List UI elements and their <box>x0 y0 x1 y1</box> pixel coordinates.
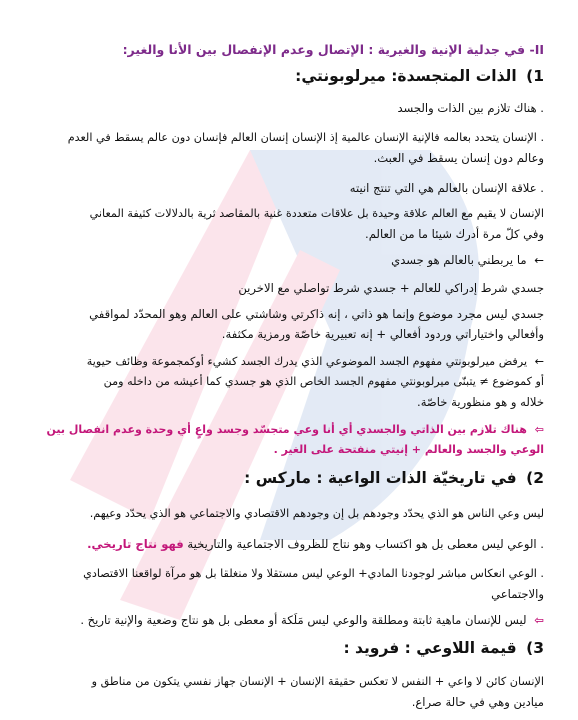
section-3-heading <box>32 638 544 658</box>
left-arrow-icon: ← <box>534 355 544 368</box>
left-outline-arrow-icon: ⇦ <box>534 613 544 627</box>
section-2-heading <box>32 468 544 488</box>
section-1-title: الذات المتجسدة: ميرلوبونتي: <box>295 67 517 85</box>
main-heading-numeral: II- <box>529 42 544 57</box>
section-1-conclusion-line-2: الوعي والجسد والعالم + إنيتي منفتحة على الغير . <box>273 443 544 456</box>
section-1-conclusion-line-1 <box>32 420 544 440</box>
s1-line-4: . علاقة الإنسان بالعالم هي التي تنتج انيته <box>349 181 544 195</box>
s3-line-2: ميادين وهي في حالة صراع. <box>411 695 544 709</box>
s1-line-7 <box>32 250 544 270</box>
main-heading <box>32 40 544 60</box>
s1-line-12: أو كموضوع ≠ يتبنّى ميرلوبونتي مفهوم الجسد الخاص الذي هو جسدي كما أعيشه من داخله ومن <box>103 375 544 388</box>
section-2-title: في تاريخيّة الذات الواعية : ماركس : <box>244 469 517 487</box>
s1-line-5: الإنسان لا يقيم مع العالم علاقة وحيدة بل علاقات متعددة غنية بالمقاصد ثرية بالدلالات كثيفة المعاني <box>89 207 544 220</box>
section-3-title: قيمة اللاوعي : فرويد : <box>343 639 517 657</box>
s1-line-6: وفي كلّ مرة أدرك شيئا ما من العالم. <box>365 227 544 241</box>
s2-line-2 <box>32 534 544 554</box>
s3-line-1: الإنسان كائن لا واعي + النفس لا تعكس حقيقة الإنسان + الإنسان جهاز نفسي يتكون من مناطق و <box>91 675 544 688</box>
conclusion-1-text: هناك تلازم بين الذاتي والجسدي أي أنا وعي متجسّد وجسد واعٍ أي وحدة وعدم انفصال بين <box>46 423 527 436</box>
s2-line-3: . الوعي انعكاس مباشر لوجودنا المادي+ الوعي ليس مستقلا ولا منغلقا بل هو مرآة لواقعنا الاقتصادي <box>83 567 544 580</box>
main-heading-text: في جدلية الإنية والغيرية : الإتصال وعدم الإنفصال بين الأنا والغير: <box>122 42 526 57</box>
s1-line-3: وعالم دون إنسان يسقط في العبث. <box>373 151 544 165</box>
s1-line-7-text: ما يربطني بالعالم هو جسدي <box>391 253 527 267</box>
s1-line-13: خلاله و هو منظورية خاصّة. <box>417 395 544 409</box>
left-outline-arrow-icon: ⇦ <box>534 423 544 436</box>
s2-line-4: والاجتماعي <box>491 587 544 601</box>
s2-line-5-text: ليس للإنسان ماهية ثابتة ومطلقة والوعي ليس مَلَكة أو معطى بل هو نتاج وضعية والإنية تاريخ . <box>80 613 527 627</box>
s1-line-8: جسدي شرط إدراكي للعالم + جسدي شرط تواصلي مع الاخرين <box>238 281 544 295</box>
s1-line-9: جسدي ليس مجرد موضوع وإنما هو ذاتي ، إنه ذاكرتي وشاشتي على العالم وهو المحدّد لمواقفي <box>89 307 544 321</box>
s1-line-11-text: يرفض ميرلوبونتي مفهوم الجسد الموضوعي الذي يدرك الجسد كشيء أوكمجموعة وظائف حيوية <box>86 355 528 368</box>
section-2-number: 2) <box>526 469 544 487</box>
section-1-heading <box>32 66 544 86</box>
s2-line-2-emphasis: فهو نتاج تاريخي. <box>87 537 184 551</box>
s2-line-1: ليس وعي الناس هو الذي يحدّد وجودهم بل إن وجودهم الاقتصادي والاجتماعي هو الذي يحدّد وعيهم. <box>89 507 544 520</box>
s1-line-11 <box>32 352 544 372</box>
s1-line-1: . هناك تلازم بين الذات والجسد <box>397 101 544 115</box>
s2-line-2-text: . الوعي ليس معطى بل هو اكتساب وهو نتاج للظروف الاجتماعية والتاريخية <box>187 537 544 551</box>
left-arrow-icon: ← <box>534 253 544 267</box>
s1-line-10: وأفعالي واختياراتي وردود أفعالي + إنه تعبيرية خاصّة ورمزية مكثفة. <box>221 327 544 341</box>
section-1-number: 1) <box>526 67 544 85</box>
s2-line-5 <box>32 610 544 630</box>
section-3-number: 3) <box>526 639 544 657</box>
s1-line-2: . الإنسان يتحدد بعالمه فالإنية الإنسان عالمية إذ الإنسان إنسان العالم فإنسان دون عالم يسقط في العدم <box>67 131 544 144</box>
